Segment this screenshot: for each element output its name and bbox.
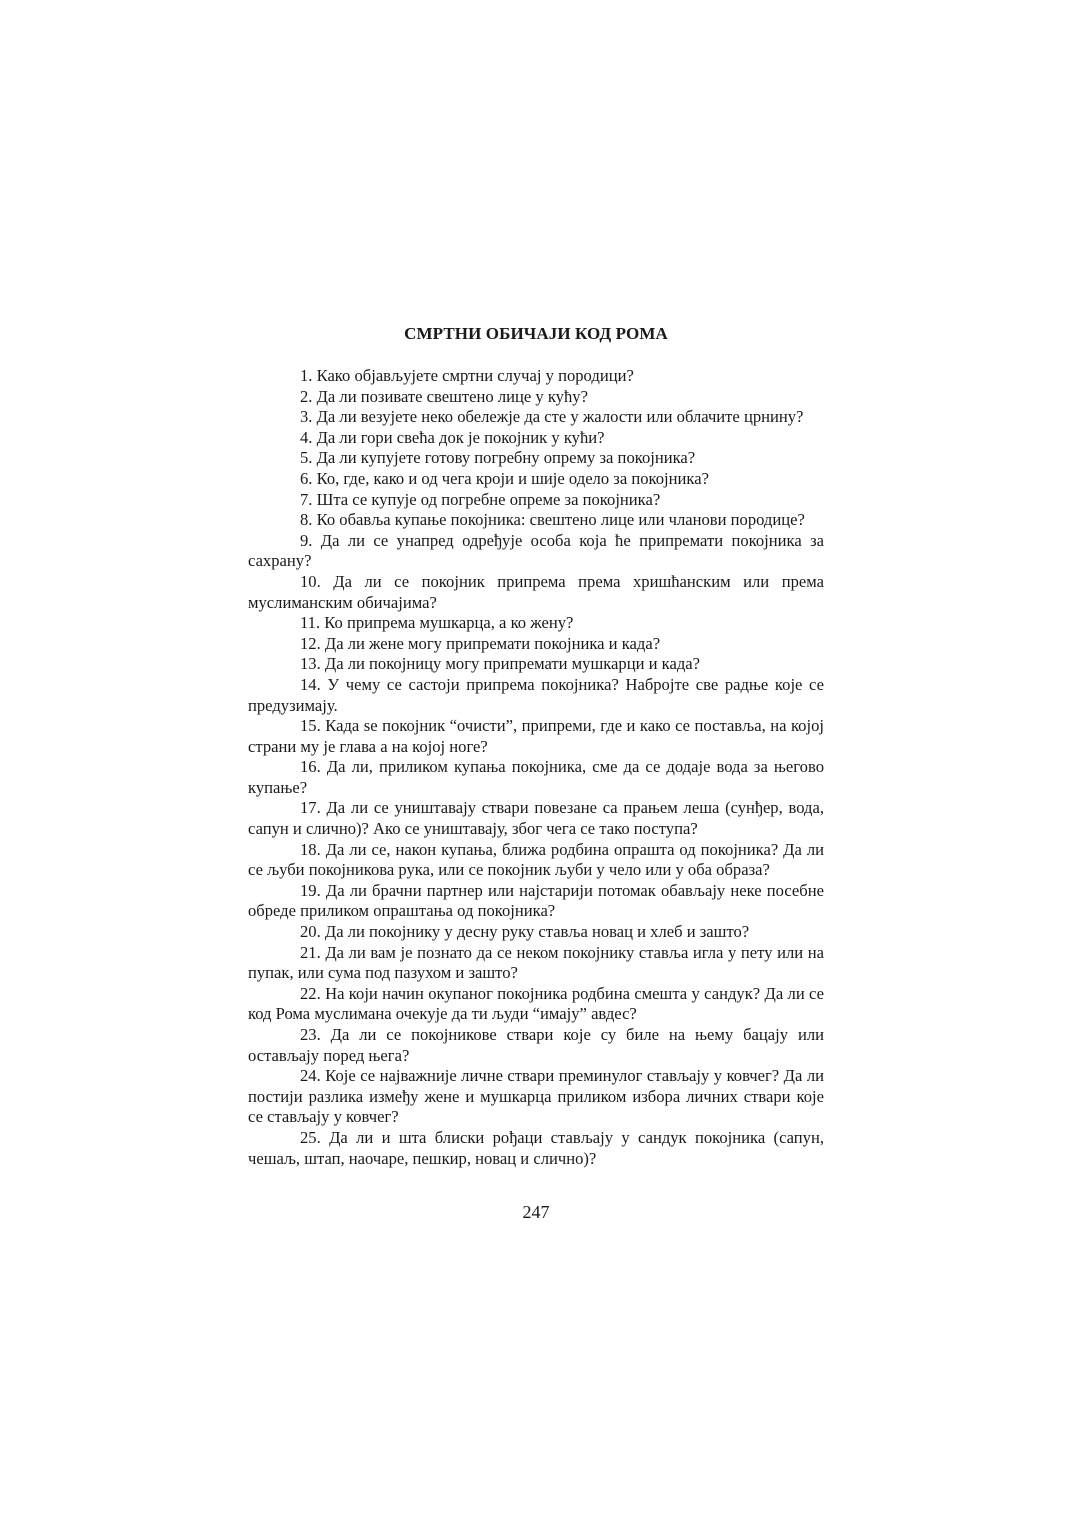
question-item: 19. Да ли брачни партнер или најстарији потомак обављају неке посебне обреде приликом опраштања од покојника? (248, 880, 824, 921)
question-item: 3. Да ли везујете неко обележје да сте у жалости или облачите црнину? (300, 407, 804, 427)
question-item: 5. Да ли купујете готову погребну опрему за покојника? (300, 448, 696, 468)
question-item: 20. Да ли покојнику у десну руку ставља новац и хлеб и зашто? (300, 922, 750, 942)
question-item: 24. Које се најважније личне ствари преминулог стављају у ковчег? Да ли постији разлика између жене и мушкарца приликом избора личних ствари које се стављају у ковчег? (248, 1066, 824, 1127)
question-item: 13. Да ли покојницу могу припремати мушкарци и када? (300, 654, 701, 674)
question-item: 9. Да ли се унапред одређује особа која ће припремати покојника за сахрану? (248, 530, 824, 571)
question-item: 16. Да ли, приликом купања покојника, сме да се додаје вода за његово купање? (248, 757, 824, 797)
question-item: 4. Да ли гори свећа док је покојник у кући? (300, 427, 605, 447)
question-item: 12. Да ли жене могу припремати покојника и када? (300, 633, 661, 653)
question-item: 21. Да ли вам је познато да се неком покојнику ставља игла у пету или на пупак, или сума под пазухом и зашто? (248, 942, 824, 983)
question-item: 1. Како објављујете смртни случај у породици? (300, 366, 634, 385)
question-item: 15. Када ѕе покојник “очисти”, припреми, где и како се поставља, на којој страни му је глава а на којој ноге? (248, 716, 824, 756)
question-item: 23. Да ли се покојникове ствари које су биле на њему бацају или остављају поред њега? (248, 1025, 824, 1065)
question-item: 14. У чему се састоји припрема покојника? Набројте све радње које се предузимају. (248, 674, 824, 715)
question-item: 25. Да ли и шта блиски рођаци стављају у сандук покојника (сапун, чешаљ, штап, наочаре, пешкир, новац и слично)? (248, 1127, 824, 1168)
question-item: 6. Ко, где, како и од чега кроји и шије одело за покојника? (300, 468, 709, 488)
question-item: 11. Ко припрема мушкарца, а ко жену? (300, 613, 574, 633)
question-item: 2. Да ли позивате свештено лице у кућу? (300, 386, 588, 406)
page-title: СМРТНИ ОБИЧАЈИ КОД РОМА (404, 324, 668, 343)
question-item: 22. На који начин окупаног покојника родбина смешта у сандук? Да ли се код Рома муслимана очекује да ти људи “имају” авдес? (248, 983, 824, 1024)
page-number: 247 (522, 1202, 550, 1222)
question-list (248, 366, 824, 1169)
question-item: 10. Да ли се покојник припрема према хришћанским или према муслиманским обичајима? (248, 571, 824, 612)
question-item: 17. Да ли се уништавају ствари повезане са прањем леша (сунђер, вода, сапун и слично)? Ако се уништавају, због чега се тако поступа? (248, 798, 824, 839)
question-item: 7. Шта се купује од погребне опреме за покојника? (300, 489, 661, 509)
question-item: 18. Да ли се, након купања, ближа родбина опрашта од покојника? Да ли се љуби покојникова рука, или се покојник љуби у чело или у оба образа? (248, 839, 824, 880)
question-item: 8. Ко обавља купање покојника: свештено лице или чланови породице? (300, 510, 805, 530)
